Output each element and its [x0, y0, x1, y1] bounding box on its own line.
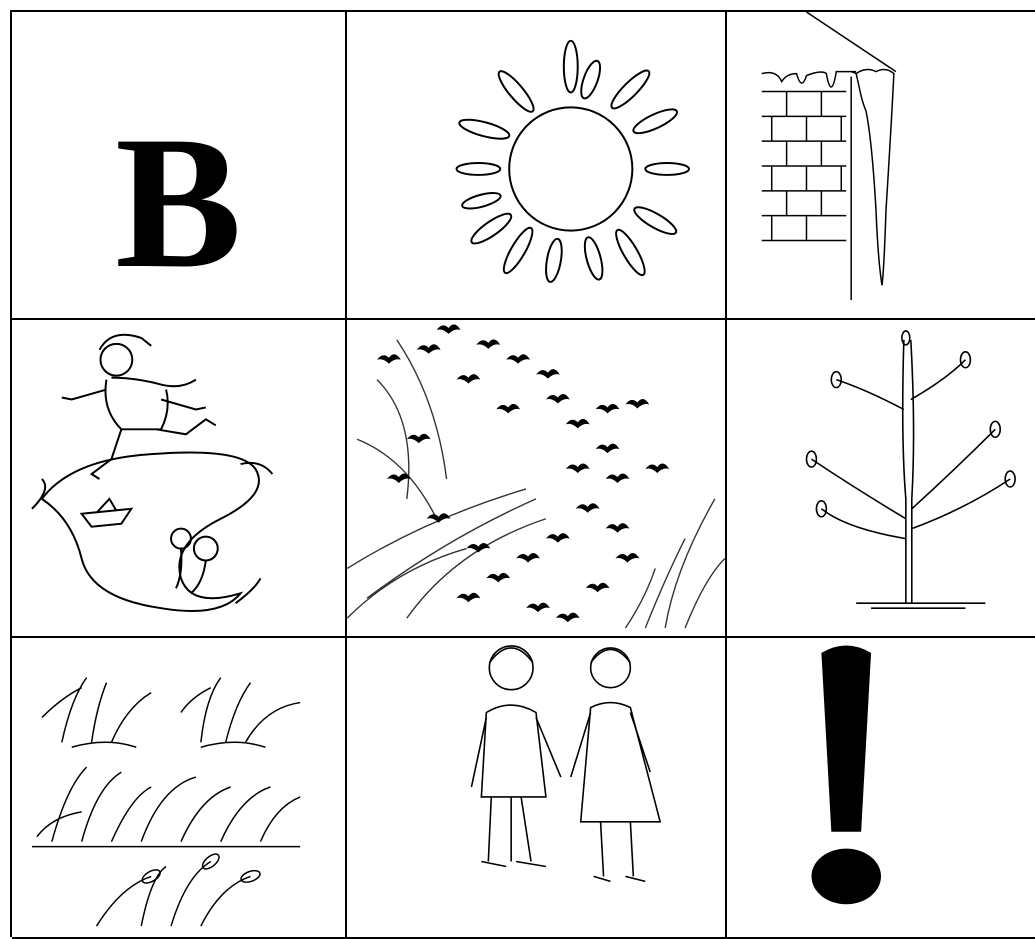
card-children: [347, 638, 727, 939]
card-icicle: [727, 12, 1035, 320]
bird-icon: [457, 593, 481, 602]
bird-icon: [566, 464, 590, 473]
bird-icon: [546, 533, 570, 542]
card-exclamation: [727, 638, 1035, 939]
children-in-coats-icon: [347, 638, 725, 937]
bird-icon: [526, 603, 550, 612]
bird-icon: [476, 339, 500, 348]
bird-icon: [556, 613, 580, 622]
bird-icon: [437, 324, 461, 333]
bird-icon: [516, 553, 540, 562]
card-birds: [347, 320, 727, 638]
bird-icon: [645, 464, 669, 473]
icicle-icon: [727, 12, 1035, 318]
bird-icon: [496, 404, 520, 413]
bird-icon: [377, 354, 401, 363]
bird-icon: [566, 419, 590, 428]
card-boy-stream: [12, 320, 347, 638]
bird-icon: [466, 543, 490, 552]
card-sun: [347, 12, 727, 320]
bird-icon: [586, 583, 610, 592]
card-grass: [12, 638, 347, 939]
card-letter: [12, 12, 347, 320]
bird-icon: [615, 553, 639, 562]
bird-icon: [546, 394, 570, 403]
bird-icon: [506, 354, 530, 363]
picture-grid: [10, 10, 1035, 937]
card-tree: [727, 320, 1035, 638]
bird-icon: [576, 503, 600, 512]
bird-icon: [417, 344, 441, 353]
bird-icon: [486, 573, 510, 582]
bird-icon: [596, 444, 620, 453]
grass-icon: [12, 638, 345, 937]
sun-icon: [347, 12, 725, 318]
bird-icon: [625, 399, 649, 408]
letter-v: В: [115, 98, 242, 308]
bird-icon: [536, 369, 560, 378]
bird-icon: [387, 473, 411, 482]
bird-icon: [457, 374, 481, 383]
bird-icon: [606, 523, 630, 532]
bird-icon: [606, 473, 630, 482]
bird-icon: [427, 513, 451, 522]
flying-birds-icon: [347, 320, 725, 636]
exclamation-mark-icon: [727, 638, 1035, 937]
bird-icon: [407, 434, 431, 443]
bird-icon: [596, 404, 620, 413]
budding-tree-icon: [727, 320, 1035, 636]
boy-jumping-stream-icon: [12, 320, 345, 636]
